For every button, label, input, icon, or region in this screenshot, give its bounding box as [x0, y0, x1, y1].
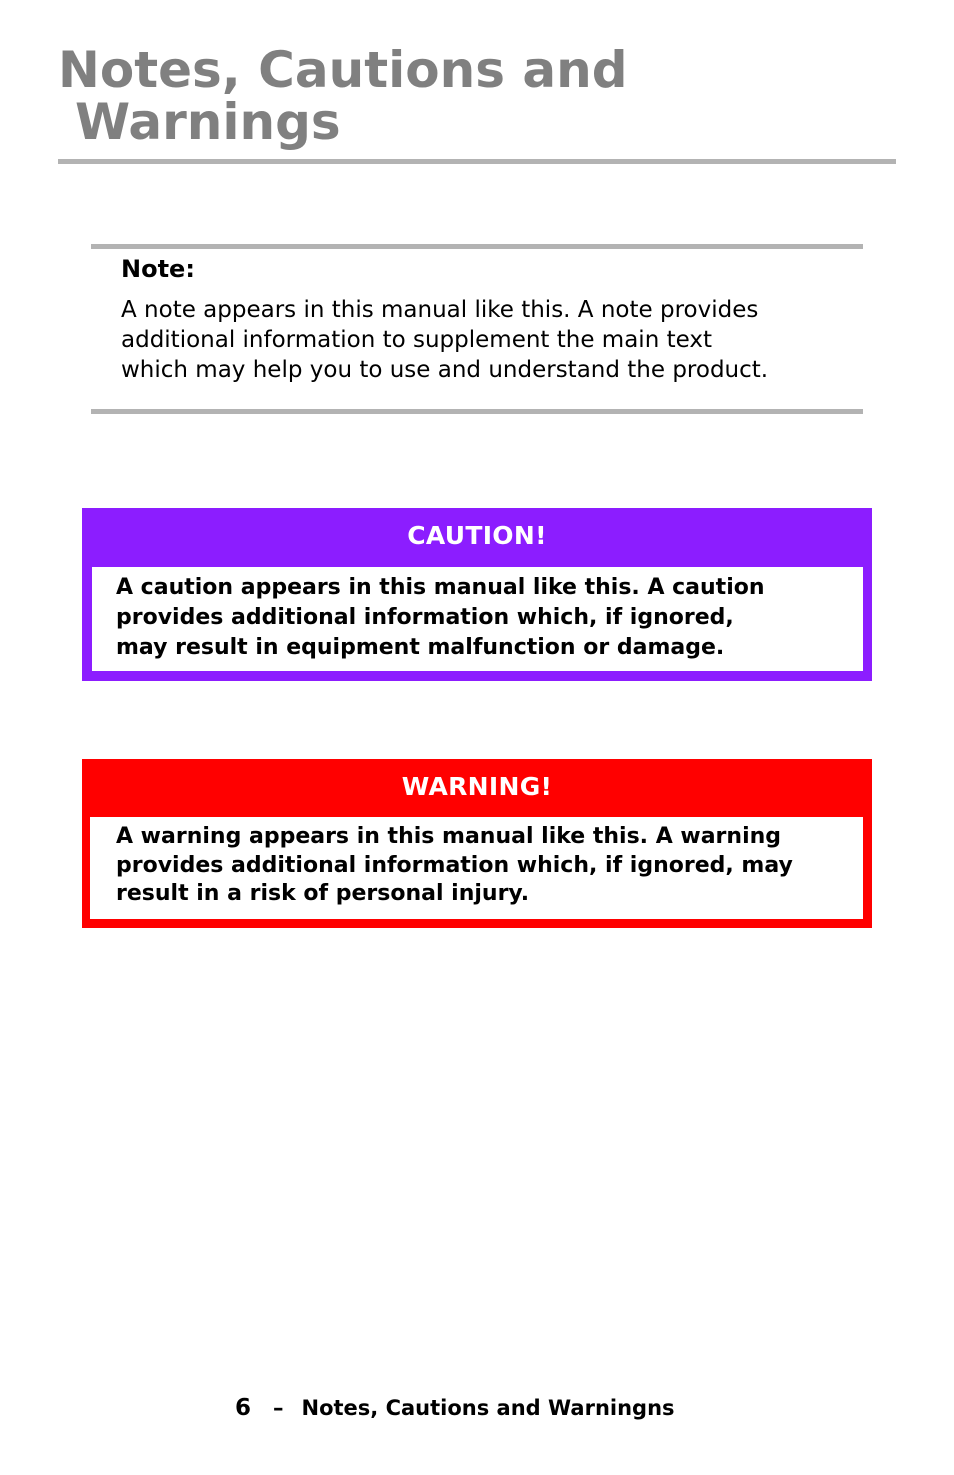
caution-body-line: A caution appears in this manual like this. A caution [116, 575, 765, 600]
note-body-line: which may help you to use and understand the product. [121, 357, 769, 383]
caution-body-line: provides additional information which, if ignored, [116, 605, 734, 630]
caution-body [116, 573, 765, 663]
page-title-line-1: Notes, Cautions and [58, 41, 628, 99]
note-body-line: additional information to supplement the main text [121, 327, 712, 353]
caution-heading: CAUTION! [407, 521, 547, 550]
warning-content [90, 817, 863, 919]
warning-body [116, 823, 793, 909]
warning-body-line: result in a risk of personal injury. [116, 881, 530, 906]
warning-body-line: A warning appears in this manual like this. A warning [116, 824, 782, 849]
caution-box [82, 508, 872, 681]
caution-body-line: may result in equipment malfunction or damage. [116, 635, 725, 660]
warning-heading: WARNING! [401, 772, 553, 801]
page-footer [235, 1394, 675, 1422]
title-divider [58, 159, 896, 164]
warning-body-line: provides additional information which, if ignored, may [116, 852, 793, 878]
page-title-line-2: Warnings [75, 93, 341, 151]
page-title [58, 41, 858, 151]
footer-section-title: Notes, Cautions and Warningns [301, 1396, 675, 1420]
page-number: 6 [235, 1395, 252, 1421]
note-bottom-rule [91, 409, 863, 414]
footer-separator: – [273, 1396, 284, 1420]
note-top-rule [91, 244, 863, 249]
note-body-line: A note appears in this manual like this. A note provides [121, 297, 759, 323]
caution-content [92, 567, 863, 671]
note-heading: Note: [121, 255, 195, 283]
note-body [121, 295, 851, 385]
warning-box [82, 759, 872, 928]
